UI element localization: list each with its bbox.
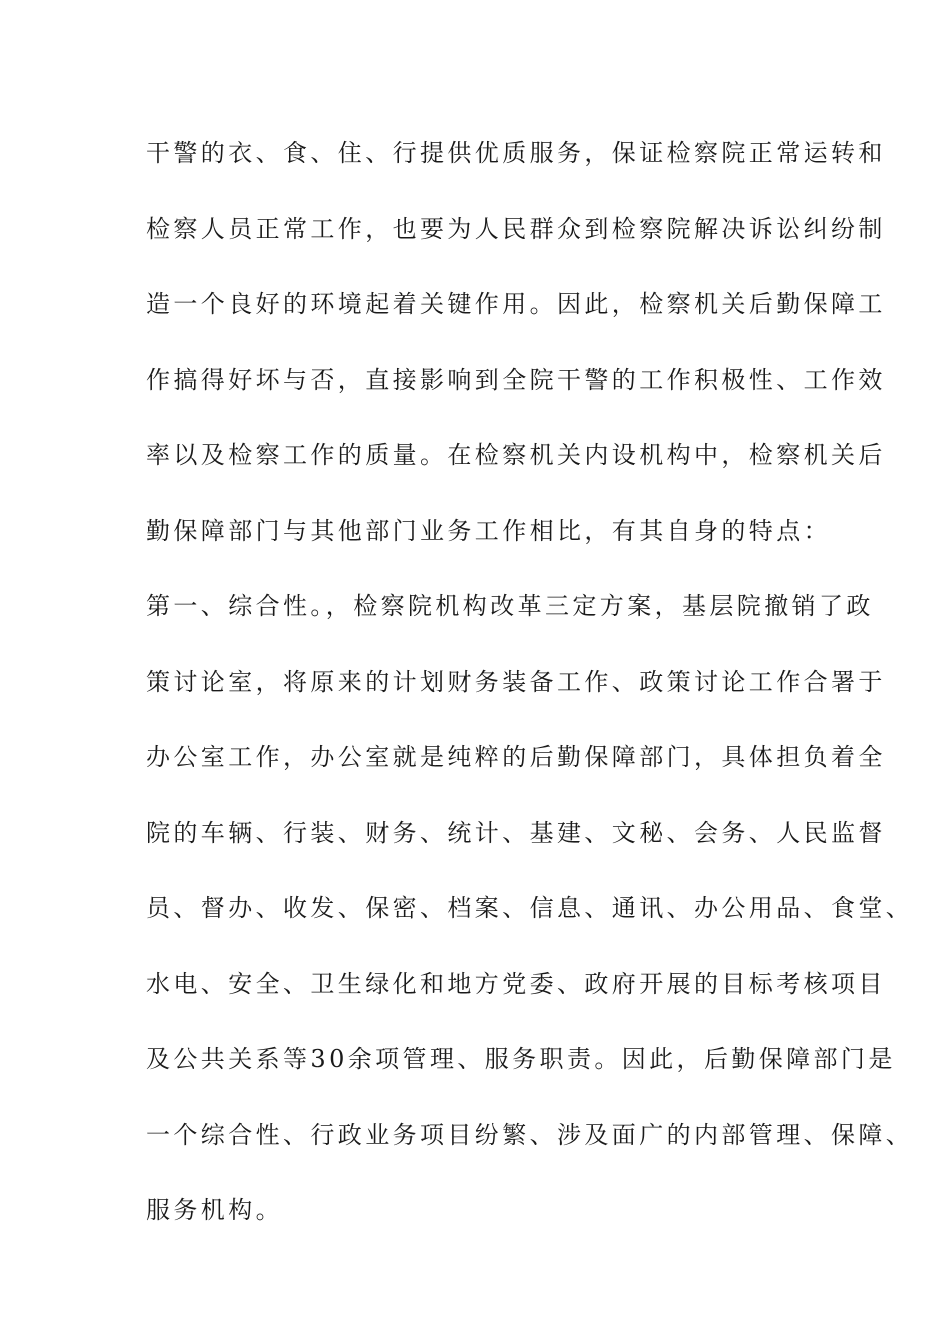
text-line: 一个综合性、行政业务项目纷繁、涉及面广的内部管理、保障、 (146, 1120, 914, 1149)
text-line: 检察人员正常工作，也要为人民群众到检察院解决诉讼纠纷制 (146, 214, 886, 243)
text-line: 及公共关系等30余项管理、服务职责。因此，后勤保障部门是 (146, 1045, 896, 1073)
text-line: 造一个良好的环境起着关键作用。因此，检察机关后勤保障工 (146, 290, 886, 318)
text-line: 率以及检察工作的质量。在检察机关内设机构中，检察机关后 (146, 441, 886, 469)
text-line: 员、督办、收发、保密、档案、信息、通讯、办公用品、食堂、 (146, 894, 914, 922)
text-line: 干警的衣、食、住、行提供优质服务，保证检察院正常运转和 (146, 139, 886, 167)
text-line: 办公室工作，办公室就是纯粹的后勤保障部门，具体担负着全 (146, 743, 886, 771)
text-line: 服务机构。 (146, 1196, 283, 1224)
text-line: 作搞得好坏与否，直接影响到全院干警的工作积极性、工作效 (146, 365, 886, 394)
document-body (146, 133, 914, 1266)
text-line: 勤保障部门与其他部门业务工作相比，有其自身的特点： (146, 516, 831, 545)
text-line: 策讨论室，将原来的计划财务装备工作、政策讨论工作合署于 (146, 667, 886, 696)
text-line: 院的车辆、行装、财务、统计、基建、文秘、会务、人民监督 (146, 818, 886, 847)
text-line: 水电、安全、卫生绿化和地方党委、政府开展的目标考核项目 (146, 969, 886, 998)
text-line: 第一、综合性。，检察院机构改革三定方案，基层院撤销了政 (146, 592, 874, 620)
